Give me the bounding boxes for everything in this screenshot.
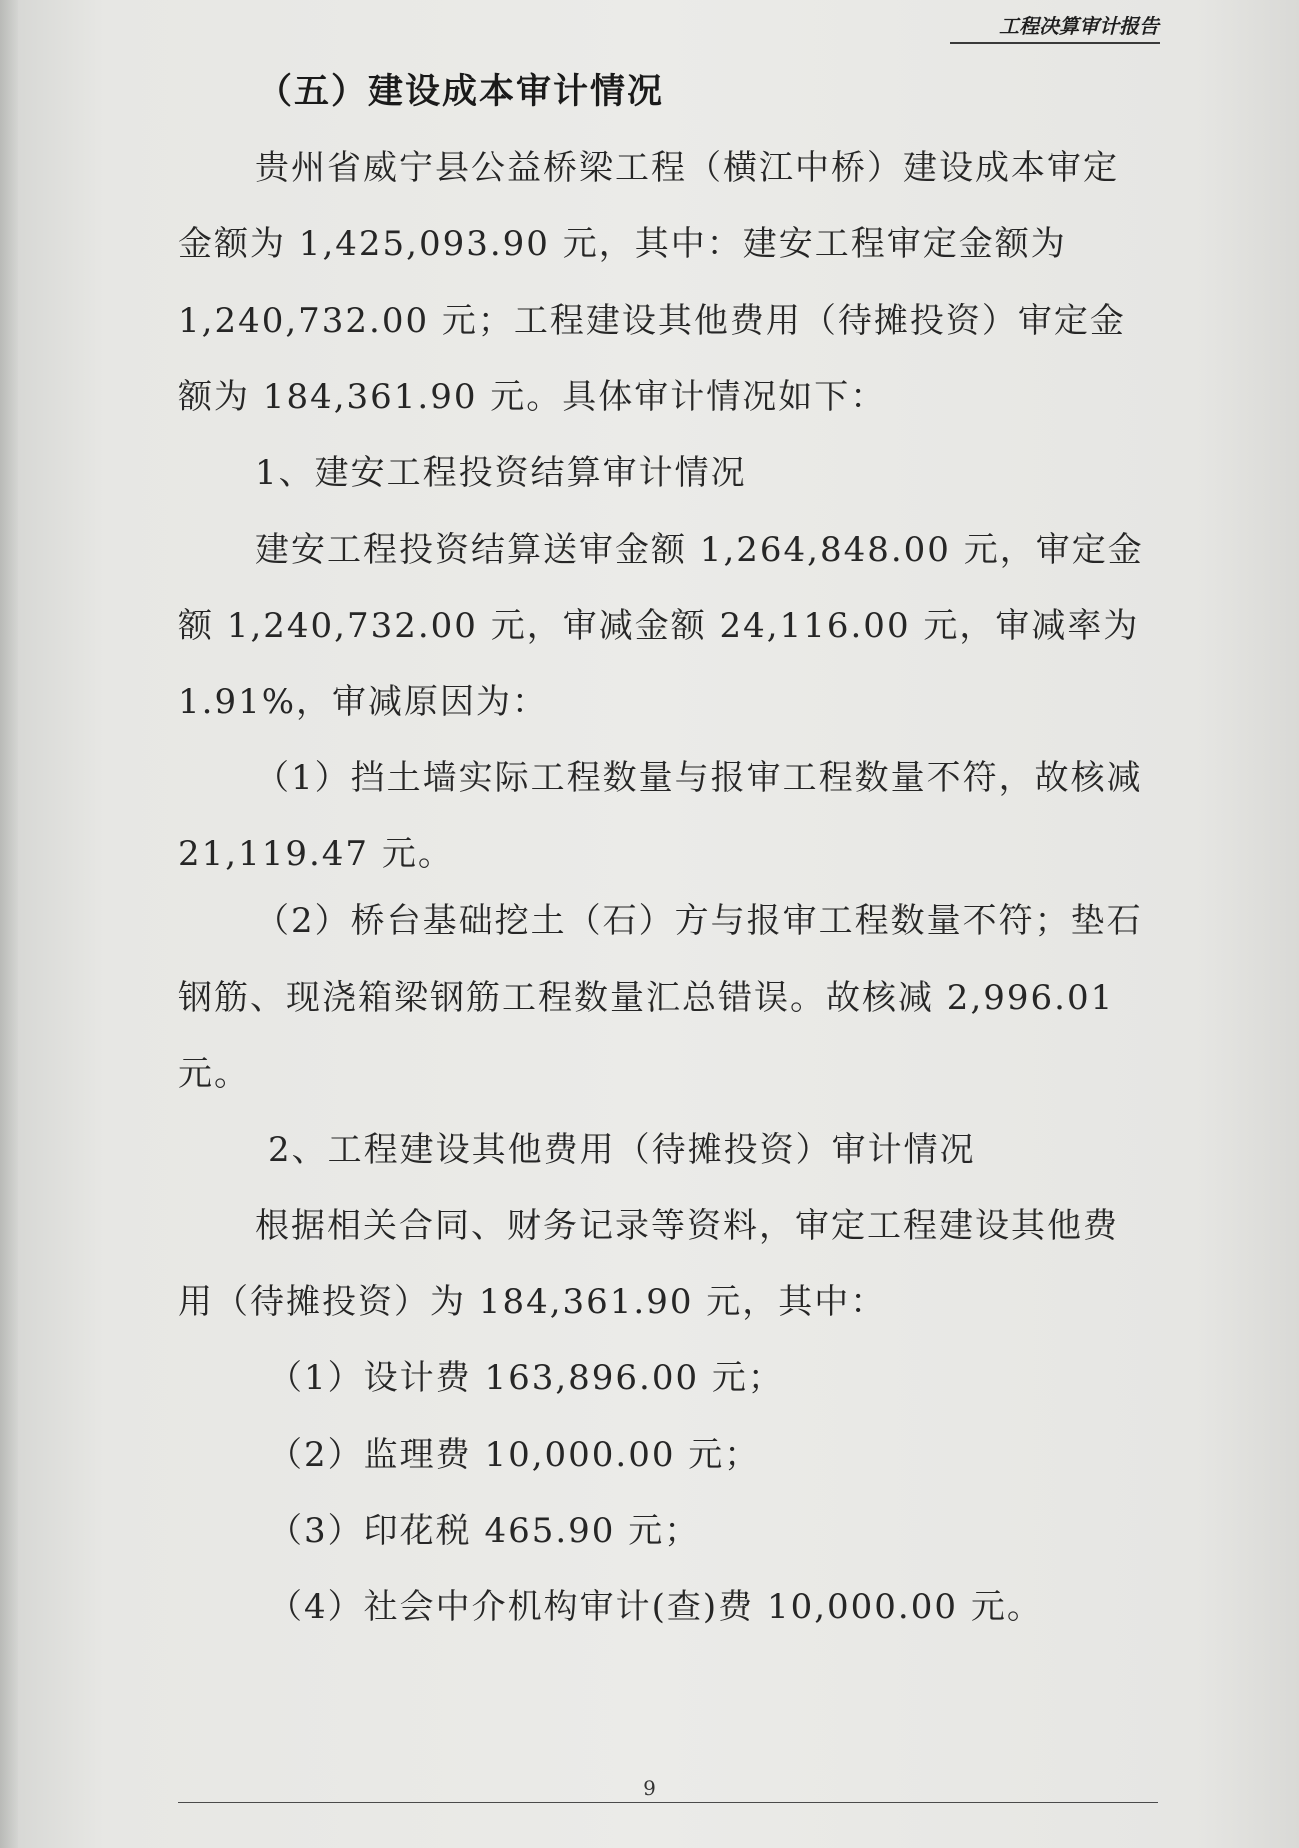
list-item: （2）桥台基础挖土（石）方与报审工程数量不符；垫石 — [255, 901, 1143, 941]
fee-item: （4）社会中介机构审计(查)费 10,000.00 元。 — [268, 1587, 1043, 1627]
paragraph-line: 金额为 1,425,093.90 元，其中：建安工程审定金额为 — [178, 224, 1067, 264]
subsection-heading: 2、工程建设其他费用（待摊投资）审计情况 — [268, 1130, 976, 1170]
subsection-heading: 1、建安工程投资结算审计情况 — [255, 453, 747, 493]
list-item-continued: 元。 — [178, 1054, 250, 1094]
list-item-continued: 21,119.47 元。 — [178, 834, 454, 874]
paragraph-line: 贵州省威宁县公益桥梁工程（横江中桥）建设成本审定 — [255, 148, 1119, 188]
paragraph-line: 额为 184,361.90 元。具体审计情况如下： — [178, 377, 887, 417]
fee-item: （2）监理费 10,000.00 元； — [268, 1435, 761, 1475]
header-rule — [950, 42, 1160, 44]
paragraph-line: 1.91%，审减原因为： — [178, 682, 549, 722]
fee-item: （3）印花税 465.90 元； — [268, 1511, 701, 1551]
paragraph-line: 额 1,240,732.00 元，审减金额 24,116.00 元，审减率为 — [178, 606, 1140, 646]
list-item-continued: 钢筋、现浇箱梁钢筋工程数量汇总错误。故核减 2,996.01 — [178, 978, 1115, 1018]
list-item: （1）挡土墙实际工程数量与报审工程数量不符，故核减 — [255, 758, 1143, 798]
footer-rule — [178, 1802, 1158, 1803]
report-header-title: 工程决算审计报告 — [999, 14, 1159, 38]
paragraph-line: 根据相关合同、财务记录等资料，审定工程建设其他费 — [255, 1206, 1119, 1246]
page-number: 9 — [643, 1776, 656, 1800]
section-heading: （五）建设成本审计情况 — [257, 71, 665, 112]
paragraph-line: 1,240,732.00 元；工程建设其他费用（待摊投资）审定金 — [178, 301, 1126, 341]
paragraph-line: 用（待摊投资）为 184,361.90 元，其中： — [178, 1282, 887, 1322]
page-shadow-edge — [0, 0, 18, 1848]
fee-item: （1）设计费 163,896.00 元； — [268, 1358, 784, 1398]
paragraph-line: 建安工程投资结算送审金额 1,264,848.00 元，审定金 — [255, 530, 1144, 570]
